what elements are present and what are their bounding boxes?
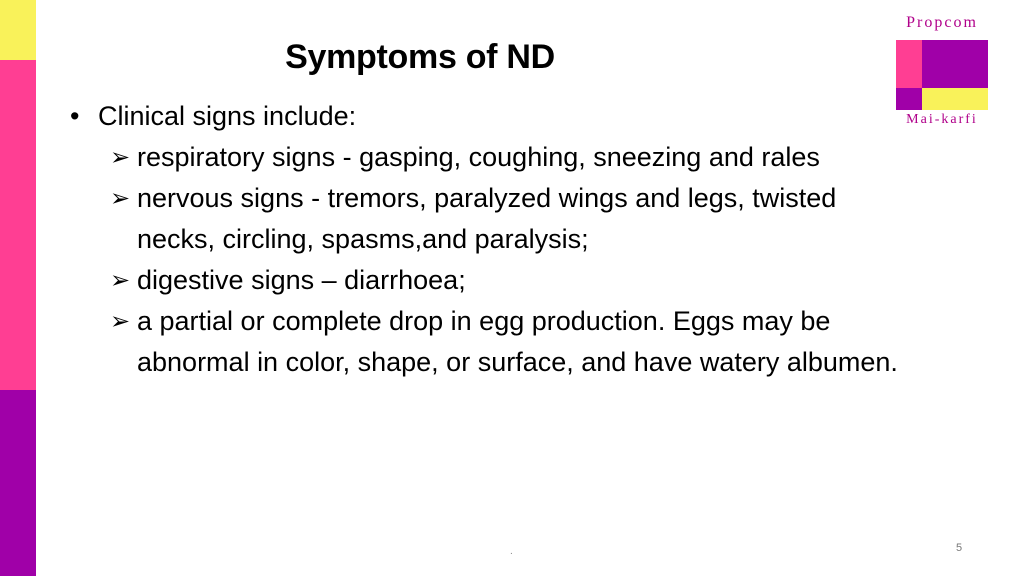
sub-bullet-digestive: [110, 260, 910, 301]
sub-bullet-list: [110, 137, 910, 383]
footer-mark: .: [510, 546, 513, 557]
sub-bullet-text: respiratory signs - gasping, coughing, sneezing and rales: [137, 142, 820, 172]
sub-bullet-egg-production: [110, 301, 910, 383]
bullet-icon: •: [70, 101, 80, 131]
logo-top-text: Propcom: [906, 14, 978, 31]
arrow-bullet-icon: ➢: [110, 267, 131, 294]
sub-bullet-respiratory: [110, 137, 910, 178]
arrow-bullet-icon: ➢: [110, 144, 131, 171]
page-number: 5: [956, 542, 963, 554]
main-bullet-text: Clinical signs include:: [98, 101, 357, 131]
sub-bullet-nervous: [110, 178, 910, 260]
slide-content: [70, 96, 910, 383]
sub-bullet-text: digestive signs – diarrhoea;: [137, 265, 466, 295]
slide-title: Symptoms of ND: [285, 38, 555, 76]
logo-bottom-text: Mai-karfi: [906, 112, 978, 127]
arrow-bullet-icon: ➢: [110, 308, 131, 335]
sub-bullet-text: nervous signs - tremors, paralyzed wings and legs, twisted necks, circling, spasms,and paralysis;: [137, 183, 837, 254]
decorative-yellow-bar: [0, 0, 36, 60]
arrow-bullet-icon: ➢: [110, 185, 131, 212]
main-bullet: [70, 96, 910, 137]
sub-bullet-text: a partial or complete drop in egg production. Eggs may be abnormal in color, shape, or surface, and have watery albumen.: [137, 306, 898, 377]
decorative-pink-bar: [0, 60, 36, 390]
decorative-purple-bar: [0, 390, 36, 576]
